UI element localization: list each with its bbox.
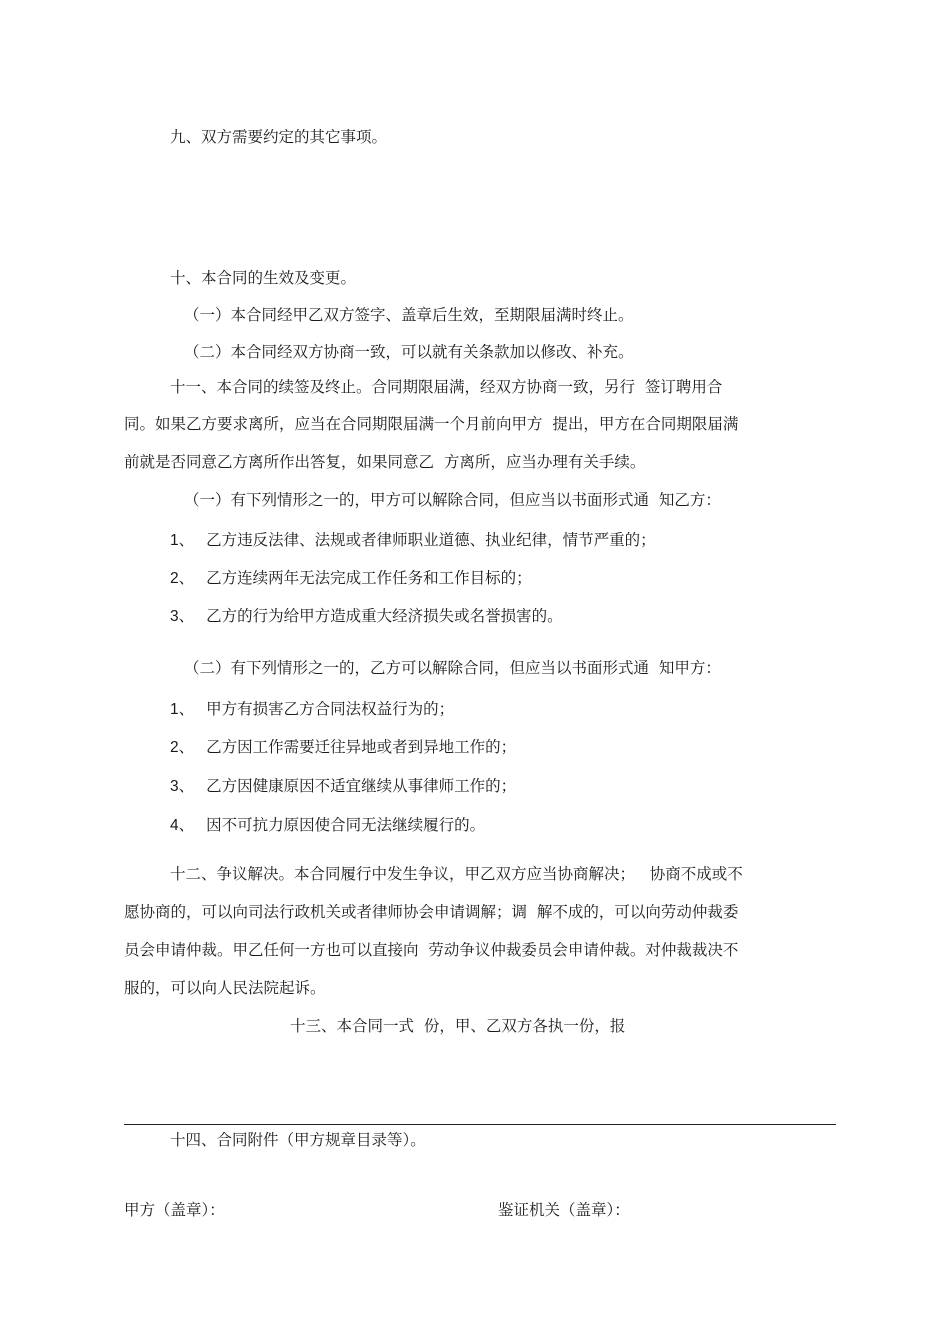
list-item: 2、 乙方连续两年无法完成工作任务和工作目标的； xyxy=(170,569,532,587)
clause-12-line-3: 员会申请仲裁。甲乙任何一方也可以直接向 劳动争议仲裁委员会申请仲裁。对仲裁裁决不 xyxy=(124,941,739,959)
clause-11-2-heading: （二）有下列情形之一的，乙方可以解除合同，但应当以书面形式通 知甲方： xyxy=(184,659,721,677)
list-item: 3、 乙方因健康原因不适宜继续从事律师工作的； xyxy=(170,777,517,795)
list-item: 2、 乙方因工作需要迁往异地或者到异地工作的； xyxy=(170,738,517,756)
clause-10-item-2: （二）本合同经双方协商一致，可以就有关条款加以修改、补充。 xyxy=(184,343,634,361)
clause-14: 十四、合同附件（甲方规章目录等）。 xyxy=(170,1131,426,1149)
list-item: 1、 甲方有损害乙方合同法权益行为的； xyxy=(170,700,455,718)
list-item: 1、 乙方违反法律、法规或者律师职业道德、执业纪律，情节严重的； xyxy=(170,531,656,549)
divider-line xyxy=(124,1124,836,1125)
clause-12-line-1: 十二、争议解决。本合同履行中发生争议，甲乙双方应当协商解决； 协商不成或不 xyxy=(170,865,743,883)
clause-11-line-1: 十一、本合同的续签及终止。合同期限届满，经双方协商一致，另行 签订聘用合 xyxy=(170,378,723,396)
clause-13: 十三、本合同一式 份，甲、乙双方各执一份，报 xyxy=(290,1017,626,1035)
clause-10-heading: 十、本合同的生效及变更。 xyxy=(170,269,357,287)
clause-11-line-3: 前就是否同意乙方离所作出答复，如果同意乙 方离所，应当办理有关手续。 xyxy=(124,453,646,471)
clause-12-line-4: 服的，可以向人民法院起诉。 xyxy=(124,979,326,997)
clause-12-line-2: 愿协商的，可以向司法行政机关或者律师协会申请调解；调 解不成的，可以向劳动仲裁委 xyxy=(124,903,739,921)
clause-9: 九、双方需要约定的其它事项。 xyxy=(170,128,388,146)
list-item: 4、 因不可抗力原因使合同无法继续履行的。 xyxy=(170,816,486,834)
signature-verification-authority: 鉴证机关（盖章）： xyxy=(498,1201,630,1219)
clause-11-line-2: 同。如果乙方要求离所，应当在合同期限届满一个月前向甲方 提出，甲方在合同期限届满 xyxy=(124,415,739,433)
clause-11-1-heading: （一）有下列情形之一的，甲方可以解除合同，但应当以书面形式通 知乙方： xyxy=(184,491,721,509)
list-item: 3、 乙方的行为给甲方造成重大经济损失或名誉损害的。 xyxy=(170,607,563,625)
signature-party-a: 甲方（盖章）： xyxy=(124,1201,225,1219)
clause-10-item-1: （一）本合同经甲乙双方签字、盖章后生效，至期限届满时终止。 xyxy=(184,306,634,324)
